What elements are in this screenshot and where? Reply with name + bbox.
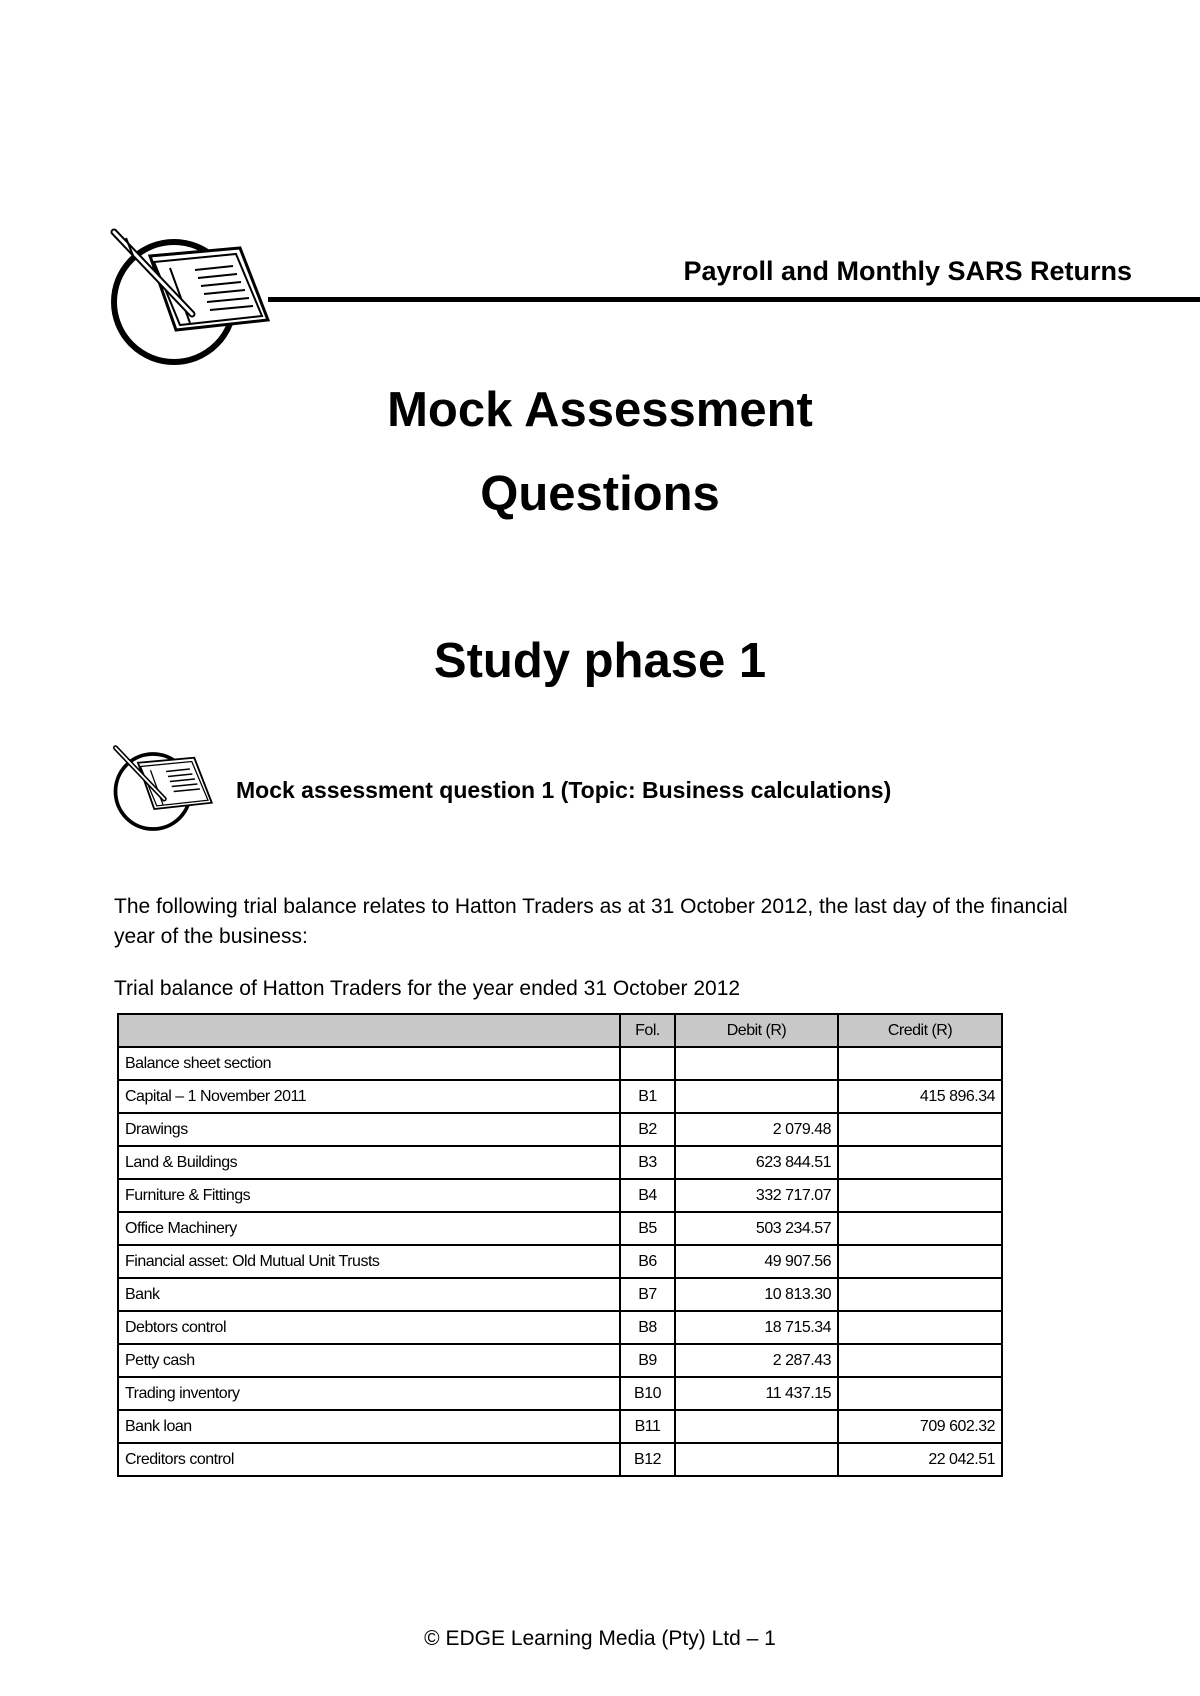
table-row	[118, 1410, 1002, 1443]
row-description: Bank	[118, 1278, 620, 1311]
row-fol: B7	[620, 1278, 675, 1311]
table-caption: Trial balance of Hatton Traders for the year ended 31 October 2012	[114, 977, 741, 1000]
row-fol: B2	[620, 1113, 675, 1146]
row-description: Capital – 1 November 2011	[118, 1080, 620, 1113]
row-fol: B6	[620, 1245, 675, 1278]
row-debit	[675, 1047, 838, 1080]
question-heading: Mock assessment question 1 (Topic: Business calculations)	[236, 777, 892, 803]
row-fol	[620, 1047, 675, 1080]
table-row	[118, 1377, 1002, 1410]
row-credit	[838, 1179, 1002, 1212]
row-fol: B10	[620, 1377, 675, 1410]
table-row	[118, 1047, 1002, 1080]
row-debit: 2 287.43	[675, 1344, 838, 1377]
column-header-debit: Debit (R)	[675, 1014, 838, 1047]
study-phase-title: Study phase 1	[433, 634, 767, 688]
row-description: Creditors control	[118, 1443, 620, 1476]
row-credit	[838, 1212, 1002, 1245]
intro-paragraph: The following trial balance relates to Hatton Traders as at 31 October 2012, the last day of the financial year of the business:	[114, 895, 1068, 948]
row-credit	[838, 1377, 1002, 1410]
page-footer: © EDGE Learning Media (Pty) Ltd – 1	[424, 1627, 776, 1650]
header-rule	[268, 297, 1200, 302]
table-row	[118, 1245, 1002, 1278]
row-credit	[838, 1047, 1002, 1080]
row-description: Bank loan	[118, 1410, 620, 1443]
column-header-fol: Fol.	[620, 1014, 675, 1047]
row-credit	[838, 1146, 1002, 1179]
column-header-credit: Credit (R)	[838, 1014, 1002, 1047]
row-description: Drawings	[118, 1113, 620, 1146]
row-debit	[675, 1443, 838, 1476]
row-fol: B4	[620, 1179, 675, 1212]
row-debit: 18 715.34	[675, 1311, 838, 1344]
row-debit: 2 079.48	[675, 1113, 838, 1146]
row-fol: B8	[620, 1311, 675, 1344]
row-credit: 415 896.34	[838, 1080, 1002, 1113]
row-fol: B5	[620, 1212, 675, 1245]
row-description: Land & Buildings	[118, 1146, 620, 1179]
pen-and-notebook-icon	[110, 228, 270, 368]
row-description: Furniture & Fittings	[118, 1179, 620, 1212]
table-row	[118, 1113, 1002, 1146]
row-credit: 22 042.51	[838, 1443, 1002, 1476]
row-credit	[838, 1344, 1002, 1377]
row-fol: B3	[620, 1146, 675, 1179]
table-row	[118, 1443, 1002, 1476]
row-fol: B9	[620, 1344, 675, 1377]
row-credit	[838, 1113, 1002, 1146]
table-row	[118, 1146, 1002, 1179]
row-description: Balance sheet section	[118, 1047, 620, 1080]
row-description: Financial asset: Old Mutual Unit Trusts	[118, 1245, 620, 1278]
row-description: Debtors control	[118, 1311, 620, 1344]
table-row	[118, 1080, 1002, 1113]
row-fol: B12	[620, 1443, 675, 1476]
header-title: Payroll and Monthly SARS Returns	[683, 256, 1132, 286]
table-header-row	[118, 1014, 1002, 1047]
row-credit	[838, 1245, 1002, 1278]
row-credit	[838, 1311, 1002, 1344]
row-debit: 503 234.57	[675, 1212, 838, 1245]
row-debit: 10 813.30	[675, 1278, 838, 1311]
table-row	[118, 1344, 1002, 1377]
table-row	[118, 1212, 1002, 1245]
row-debit: 332 717.07	[675, 1179, 838, 1212]
row-fol: B11	[620, 1410, 675, 1443]
table-row	[118, 1179, 1002, 1212]
row-debit	[675, 1080, 838, 1113]
row-description: Trading inventory	[118, 1377, 620, 1410]
page-title-line-2: Questions	[480, 467, 720, 521]
row-debit: 623 844.51	[675, 1146, 838, 1179]
row-fol: B1	[620, 1080, 675, 1113]
pen-and-notebook-icon	[113, 743, 213, 835]
row-credit	[838, 1278, 1002, 1311]
row-description: Office Machinery	[118, 1212, 620, 1245]
row-credit: 709 602.32	[838, 1410, 1002, 1443]
table-row	[118, 1278, 1002, 1311]
row-debit: 11 437.15	[675, 1377, 838, 1410]
row-debit	[675, 1410, 838, 1443]
row-debit: 49 907.56	[675, 1245, 838, 1278]
trial-balance-table	[117, 1013, 1003, 1477]
page-title-line-1: Mock Assessment	[387, 383, 813, 437]
table-row	[118, 1311, 1002, 1344]
column-header-description	[118, 1014, 620, 1047]
row-description: Petty cash	[118, 1344, 620, 1377]
